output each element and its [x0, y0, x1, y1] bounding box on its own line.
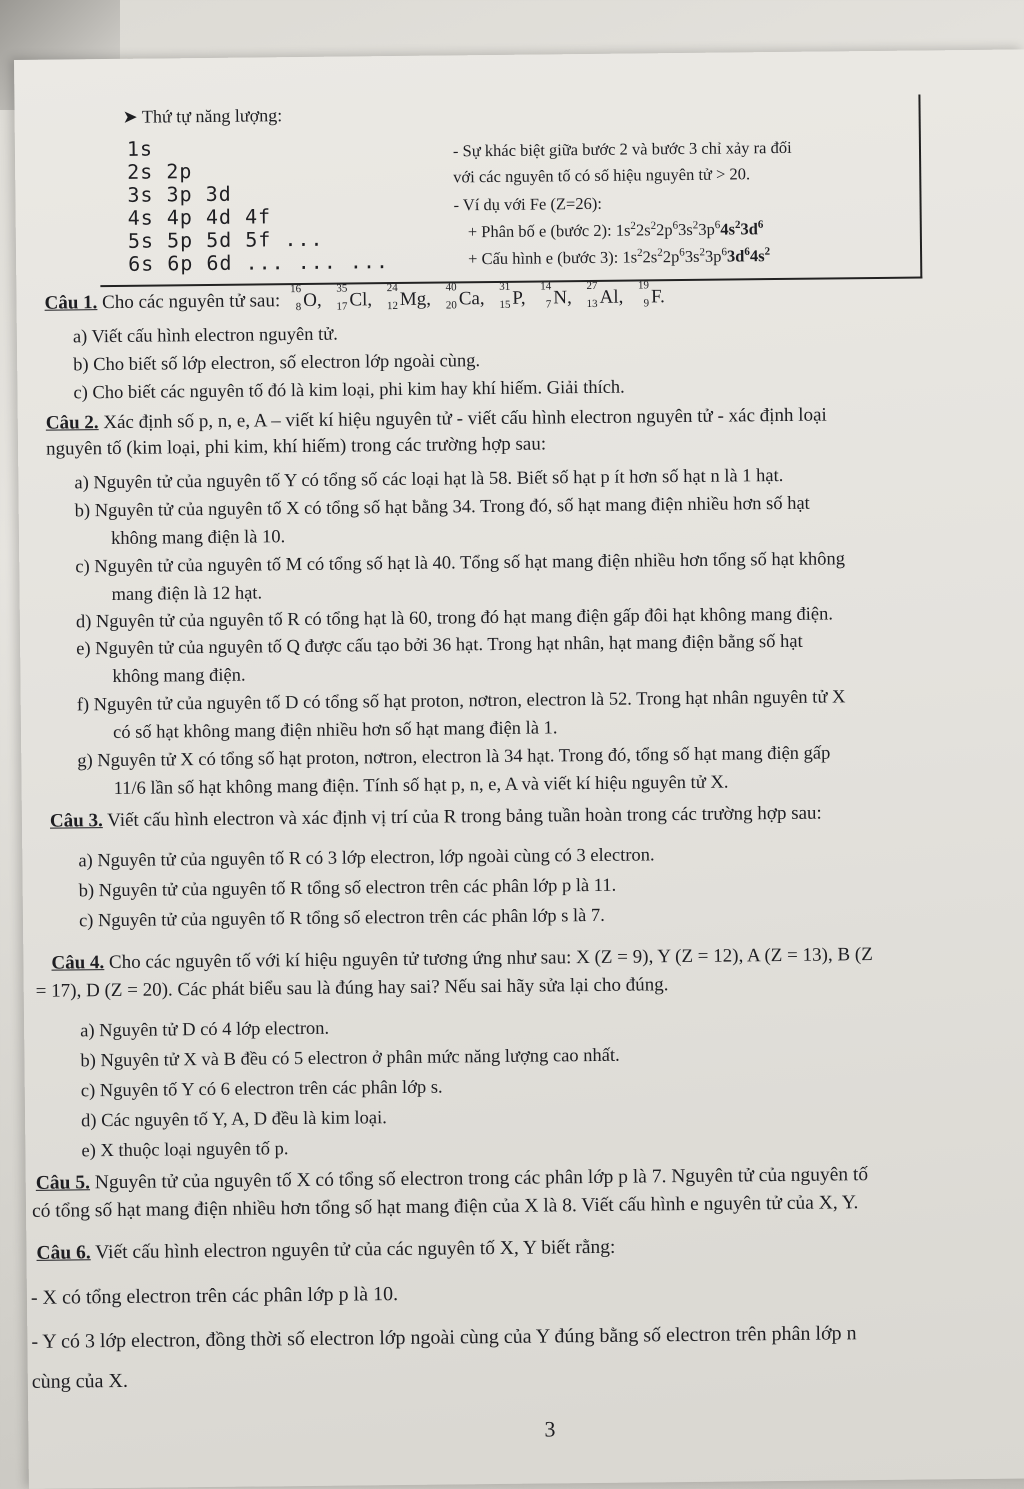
question-1-text: Cho các nguyên tử sau: [101, 290, 281, 314]
q2-item-d: d) Nguyên tử của nguyên tố R có tổng hạt là 60, trong đó hạt mang điện gấp đôi hạt không mang điện. [75, 604, 834, 633]
question-3-label: Câu 3. [49, 810, 103, 832]
worksheet-page [14, 49, 1024, 1488]
q3-item-c: c) Nguyên tử của nguyên tố R tổng số electron trên các phân lớp s là 7. [78, 905, 605, 932]
isotope-symbol: 40 20 Ca, [445, 281, 490, 312]
question-2-line-2: nguyên tố (kim loại, phi kim, khí hiếm) trong các trường hợp sau: [45, 433, 547, 460]
question-1-label: Câu 1. [44, 292, 98, 314]
q2-item-c: c) Nguyên tử của nguyên tố M có tổng số hạt là 40. Tổng số hạt mang điện nhiều hơn tổng số hạt không [75, 549, 846, 578]
question-2-line-1: Câu 2. Xác định số p, n, e, A – viết kí hiệu nguyên tử - viết cấu hình electron nguyên tử - xác định loại [45, 404, 827, 434]
energy-note-3: - Ví dụ với Fe (Z=26): [453, 193, 602, 215]
question-1 [44, 279, 665, 315]
orbital-row-5: 5s 5p 5d 5f ... [127, 226, 324, 253]
q1-item-c: c) Cho biết các nguyên tố đó là kim loại, phi kim hay khí hiếm. Giải thích. [73, 377, 625, 404]
q2-item-b: b) Nguyên tử của nguyên tố X có tổng số hạt bằng 34. Trong đó, số hạt mang điện nhiều hơn số hạt [74, 493, 810, 522]
q4-item-d: d) Các nguyên tố Y, A, D đều là kim loại. [81, 1108, 387, 1132]
arrow-bullet-icon: ➤ [122, 106, 138, 127]
q4-item-b: b) Nguyên tử X và B đều có 5 electron ở phân mức năng lượng cao nhất. [80, 1045, 620, 1072]
isotope-symbol: 14 7 N, [540, 280, 577, 311]
isotope-symbol: 24 12 Mg, [386, 281, 436, 313]
question-4-label: Câu 4. [51, 952, 105, 974]
energy-order-title: Thứ tự năng lượng: [141, 105, 283, 127]
question-6: Câu 6. Viết cấu hình electron nguyên tử của các nguyên tố X, Y biết rằng: [36, 1236, 616, 1264]
q6-line-x: - X có tổng electron trên các phân lớp p là 10. [30, 1283, 399, 1309]
orbital-row-1: 1s [126, 136, 154, 161]
q2-item-g-cont: 11/6 lần số hạt không mang điện. Tính số hạt p, n, e, A và viết kí hiệu nguyên tử X. [113, 772, 729, 799]
isotope-symbol: 19 9 F. [637, 279, 665, 310]
question-4-line-1: Câu 4. Cho các nguyên tố với kí hiệu nguyên tử tương ứng như sau: X (Z = 9), Y (Z = 12), A (Z = 13), B (Z [51, 944, 873, 974]
q2-item-c-cont: mang điện là 12 hạt. [111, 583, 263, 606]
q2-item-b-cont: không mang điện là 10. [110, 527, 286, 550]
q3-item-a: a) Nguyên tử của nguyên tố R có 3 lớp electron, lớp ngoài cùng có 3 electron. [78, 845, 655, 872]
energy-note-2: với các nguyên tố có số hiệu nguyên tử > 20. [453, 164, 751, 187]
orbital-row-4: 4s 4p 4d 4f [127, 204, 272, 230]
isotope-symbol: 31 15 P, [499, 280, 531, 312]
orbital-row-3: 3s 3p 3d [127, 181, 232, 207]
q6-line-y-cont: cùng của X. [31, 1369, 129, 1393]
isotope-symbol: 16 8 O, [289, 283, 327, 314]
energy-order-heading [122, 105, 282, 128]
question-2-label: Câu 2. [45, 412, 99, 434]
energy-note-5: + Cấu hình e (bước 3): $1s^22s^22p^63s^23p^63d^64s^2$ [468, 245, 771, 269]
question-3: Câu 3. Viết cấu hình electron và xác định vị trí của R trong bảng tuần hoàn trong các trường hợp sau: [49, 802, 822, 832]
energy-note-1: - Sự khác biệt giữa bước 2 và bước 3 chỉ xảy ra đối [452, 137, 792, 161]
q4-item-a: a) Nguyên tử D có 4 lớp electron. [80, 1018, 330, 1042]
q2-item-f-cont: có số hạt không mang điện nhiều hơn số hạt mang điện là 1. [112, 718, 558, 743]
q2-item-e: e) Nguyên tử của nguyên tố Q được cấu tạo bởi 36 hạt. Trong hạt nhân, hạt mang điện bằng số hạt [76, 631, 803, 660]
q4-item-e: e) X thuộc loại nguyên tố p. [81, 1139, 289, 1162]
orbital-row-2: 2s 2p [127, 159, 193, 184]
question-5-line-2: có tổng số hạt mang điện nhiều hơn tổng số hạt mang điện của X là 8. Viết cấu hình e nguyên tử của X, Y. [31, 1192, 859, 1222]
q2-item-e-cont: không mang điện. [112, 665, 246, 688]
isotope-list [280, 279, 665, 314]
q2-item-g: g) Nguyên tử X có tổng số hạt proton, nơtron, electron là 34 hạt. Trong đó, tổng số hạt mang điện gấp [77, 743, 831, 772]
orbital-row-6: 6s 6p 6d ... ... ... [128, 249, 390, 276]
q2-item-f: f) Nguyên tử của nguyên tố D có tổng số hạt proton, nơtron, electron là 52. Trong hạt nhân nguyên tử X [76, 687, 846, 716]
question-5-label: Câu 5. [35, 1172, 91, 1194]
energy-note-4: + Phân bố e (bước 2): $1s^22s^22p^63s^23p^64s^23d^6$ [467, 218, 764, 242]
question-4-line-2: = 17), D (Z = 20). Các phát biểu sau là đúng hay sai? Nếu sai hãy sửa lại cho đúng. [35, 974, 669, 1002]
question-6-label: Câu 6. [36, 1242, 91, 1264]
question-5-line-1: Câu 5. Nguyên tử của nguyên tố X có tổng số electron trong các phân lớp p là 7. Nguyên tử của nguyên tố [35, 1164, 869, 1194]
q3-item-b: b) Nguyên tử của nguyên tố R tổng số electron trên các phân lớp p là 11. [78, 875, 617, 902]
q6-line-y: - Y có 3 lớp electron, đồng thời số electron lớp ngoài cùng của Y đúng bằng số electron trên phân lớp n [31, 1322, 857, 1353]
q2-item-a: a) Nguyên tử của nguyên tố Y có tổng số các loại hạt là 58. Biết số hạt p ít hơn số hạt n là 1 hạt. [74, 465, 784, 494]
q4-item-c: c) Nguyên tố Y có 6 electron trên các phân lớp s. [80, 1077, 443, 1102]
q1-item-a: a) Viết cấu hình electron nguyên tử. [72, 324, 338, 348]
page-number: 3 [544, 1416, 556, 1442]
isotope-symbol: 35 17 Cl, [336, 282, 377, 313]
q1-item-b: b) Cho biết số lớp electron, số electron lớp ngoài cùng. [73, 351, 481, 376]
isotope-symbol: 27 13 Al, [586, 279, 629, 311]
